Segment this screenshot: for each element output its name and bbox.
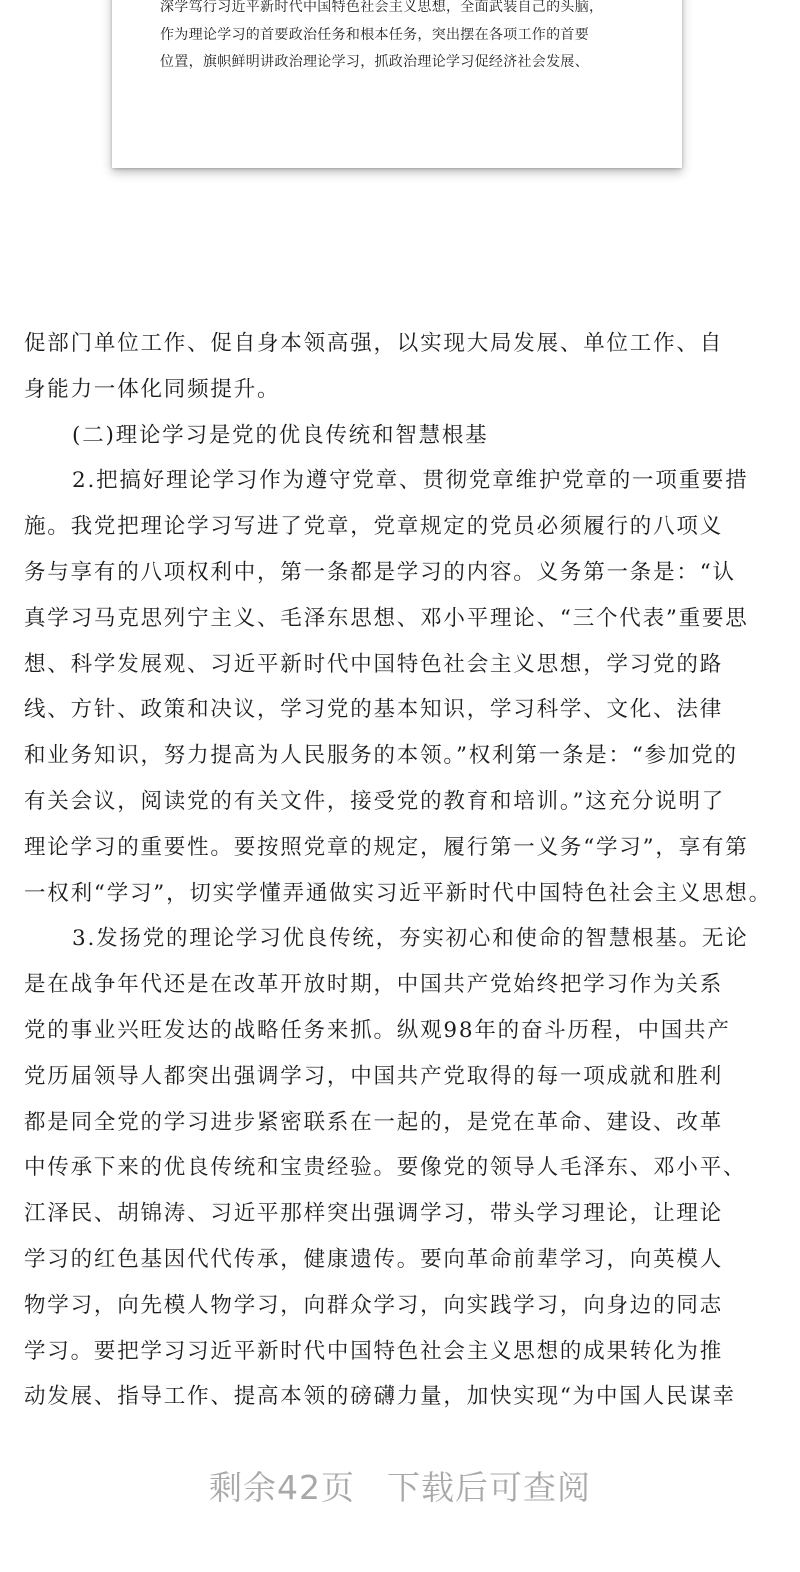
body-line: 学习的红色基因代代传承，健康遗传。要向革命前辈学习，向英模人: [24, 1246, 724, 1272]
page-preview-card: [112, 0, 682, 168]
body-line: 是在战争年代还是在改革开放时期，中国共产党始终把学习作为关系: [24, 972, 724, 998]
body-line: 真学习马克思列宁主义、毛泽东思想、邓小平理论、“三个代表”重要思: [24, 605, 749, 631]
body-line: 想、科学发展观、习近平新时代中国特色社会主义思想，学习党的路: [24, 651, 724, 677]
body-line: 和业务知识，努力提高为人民服务的本领。”权利第一条是：“参加党的: [24, 743, 738, 769]
preview-line: 位置，旗帜鲜明讲政治理论学习，抓政治理论学习促经济社会发展、: [160, 54, 589, 70]
body-line: 动发展、指导工作、提高本领的磅礴力量，加快实现“为中国人民谋幸: [24, 1384, 736, 1410]
body-line: 线、方针、政策和决议，学习党的基本知识，学习科学、文化、法律: [24, 697, 724, 723]
body-line: 中传承下来的优良传统和宝贵经验。要像党的领导人毛泽东、邓小平、: [24, 1155, 747, 1181]
body-line: 一权利“学习”，切实学懂弄通做实习近平新时代中国特色社会主义思想。: [24, 880, 772, 906]
body-line: 学习。要把学习习近平新时代中国特色社会主义思想的成果转化为推: [24, 1338, 724, 1364]
body-line: 3.发扬党的理论学习优良传统，夯实初心和使命的智慧根基。无论: [72, 926, 749, 952]
download-prompt-label: 下载后可查阅: [387, 1468, 591, 1507]
body-line: 都是同全党的学习进步紧密联系在一起的，是党在革命、建设、改革: [24, 1109, 724, 1135]
body-line: 有关会议，阅读党的有关文件，接受党的教育和培训。”这充分说明了: [24, 788, 726, 814]
body-line: 党的事业兴旺发达的战略任务来抓。纵观98年的奋斗历程，中国共产: [24, 1017, 731, 1043]
remaining-pages-label: 剩余42页: [209, 1468, 355, 1507]
body-line: 江泽民、胡锦涛、习近平那样突出强调学习，带头学习理论，让理论: [24, 1201, 724, 1227]
document-body: [24, 321, 794, 1420]
preview-line: 作为理论学习的首要政治任务和根本任务，突出摆在各项工作的首要: [160, 26, 589, 43]
download-to-read-more-link[interactable]: [0, 1462, 800, 1509]
body-line: 理论学习的重要性。要按照党章的规定，履行第一义务“学习”，享有第: [24, 834, 749, 860]
preview-line: 深学笃行习近平新时代中国特色社会主义思想，全面武装自己的头脑，: [160, 0, 604, 15]
body-line: 党历届领导人都突出强调学习，中国共产党取得的每一项成就和胜利: [24, 1063, 724, 1089]
body-line: 物学习，向先模人物学习，向群众学习，向实践学习，向身边的同志: [24, 1292, 724, 1318]
section-heading: (二)理论学习是党的优良传统和智慧根基: [72, 422, 489, 448]
body-line: 身能力一体化同频提升。: [24, 376, 281, 402]
body-line: 促部门单位工作、促自身本领高强，以实现大局发展、单位工作、自: [24, 331, 724, 356]
body-line: 2.把搞好理论学习作为遵守党章、贯彻党章维护党章的一项重要措: [72, 468, 749, 494]
body-line: 务与享有的八项权利中，第一条都是学习的内容。义务第一条是：“认: [24, 559, 736, 585]
body-line: 施。我党把理论学习写进了党章，党章规定的党员必须履行的八项义: [24, 514, 724, 540]
